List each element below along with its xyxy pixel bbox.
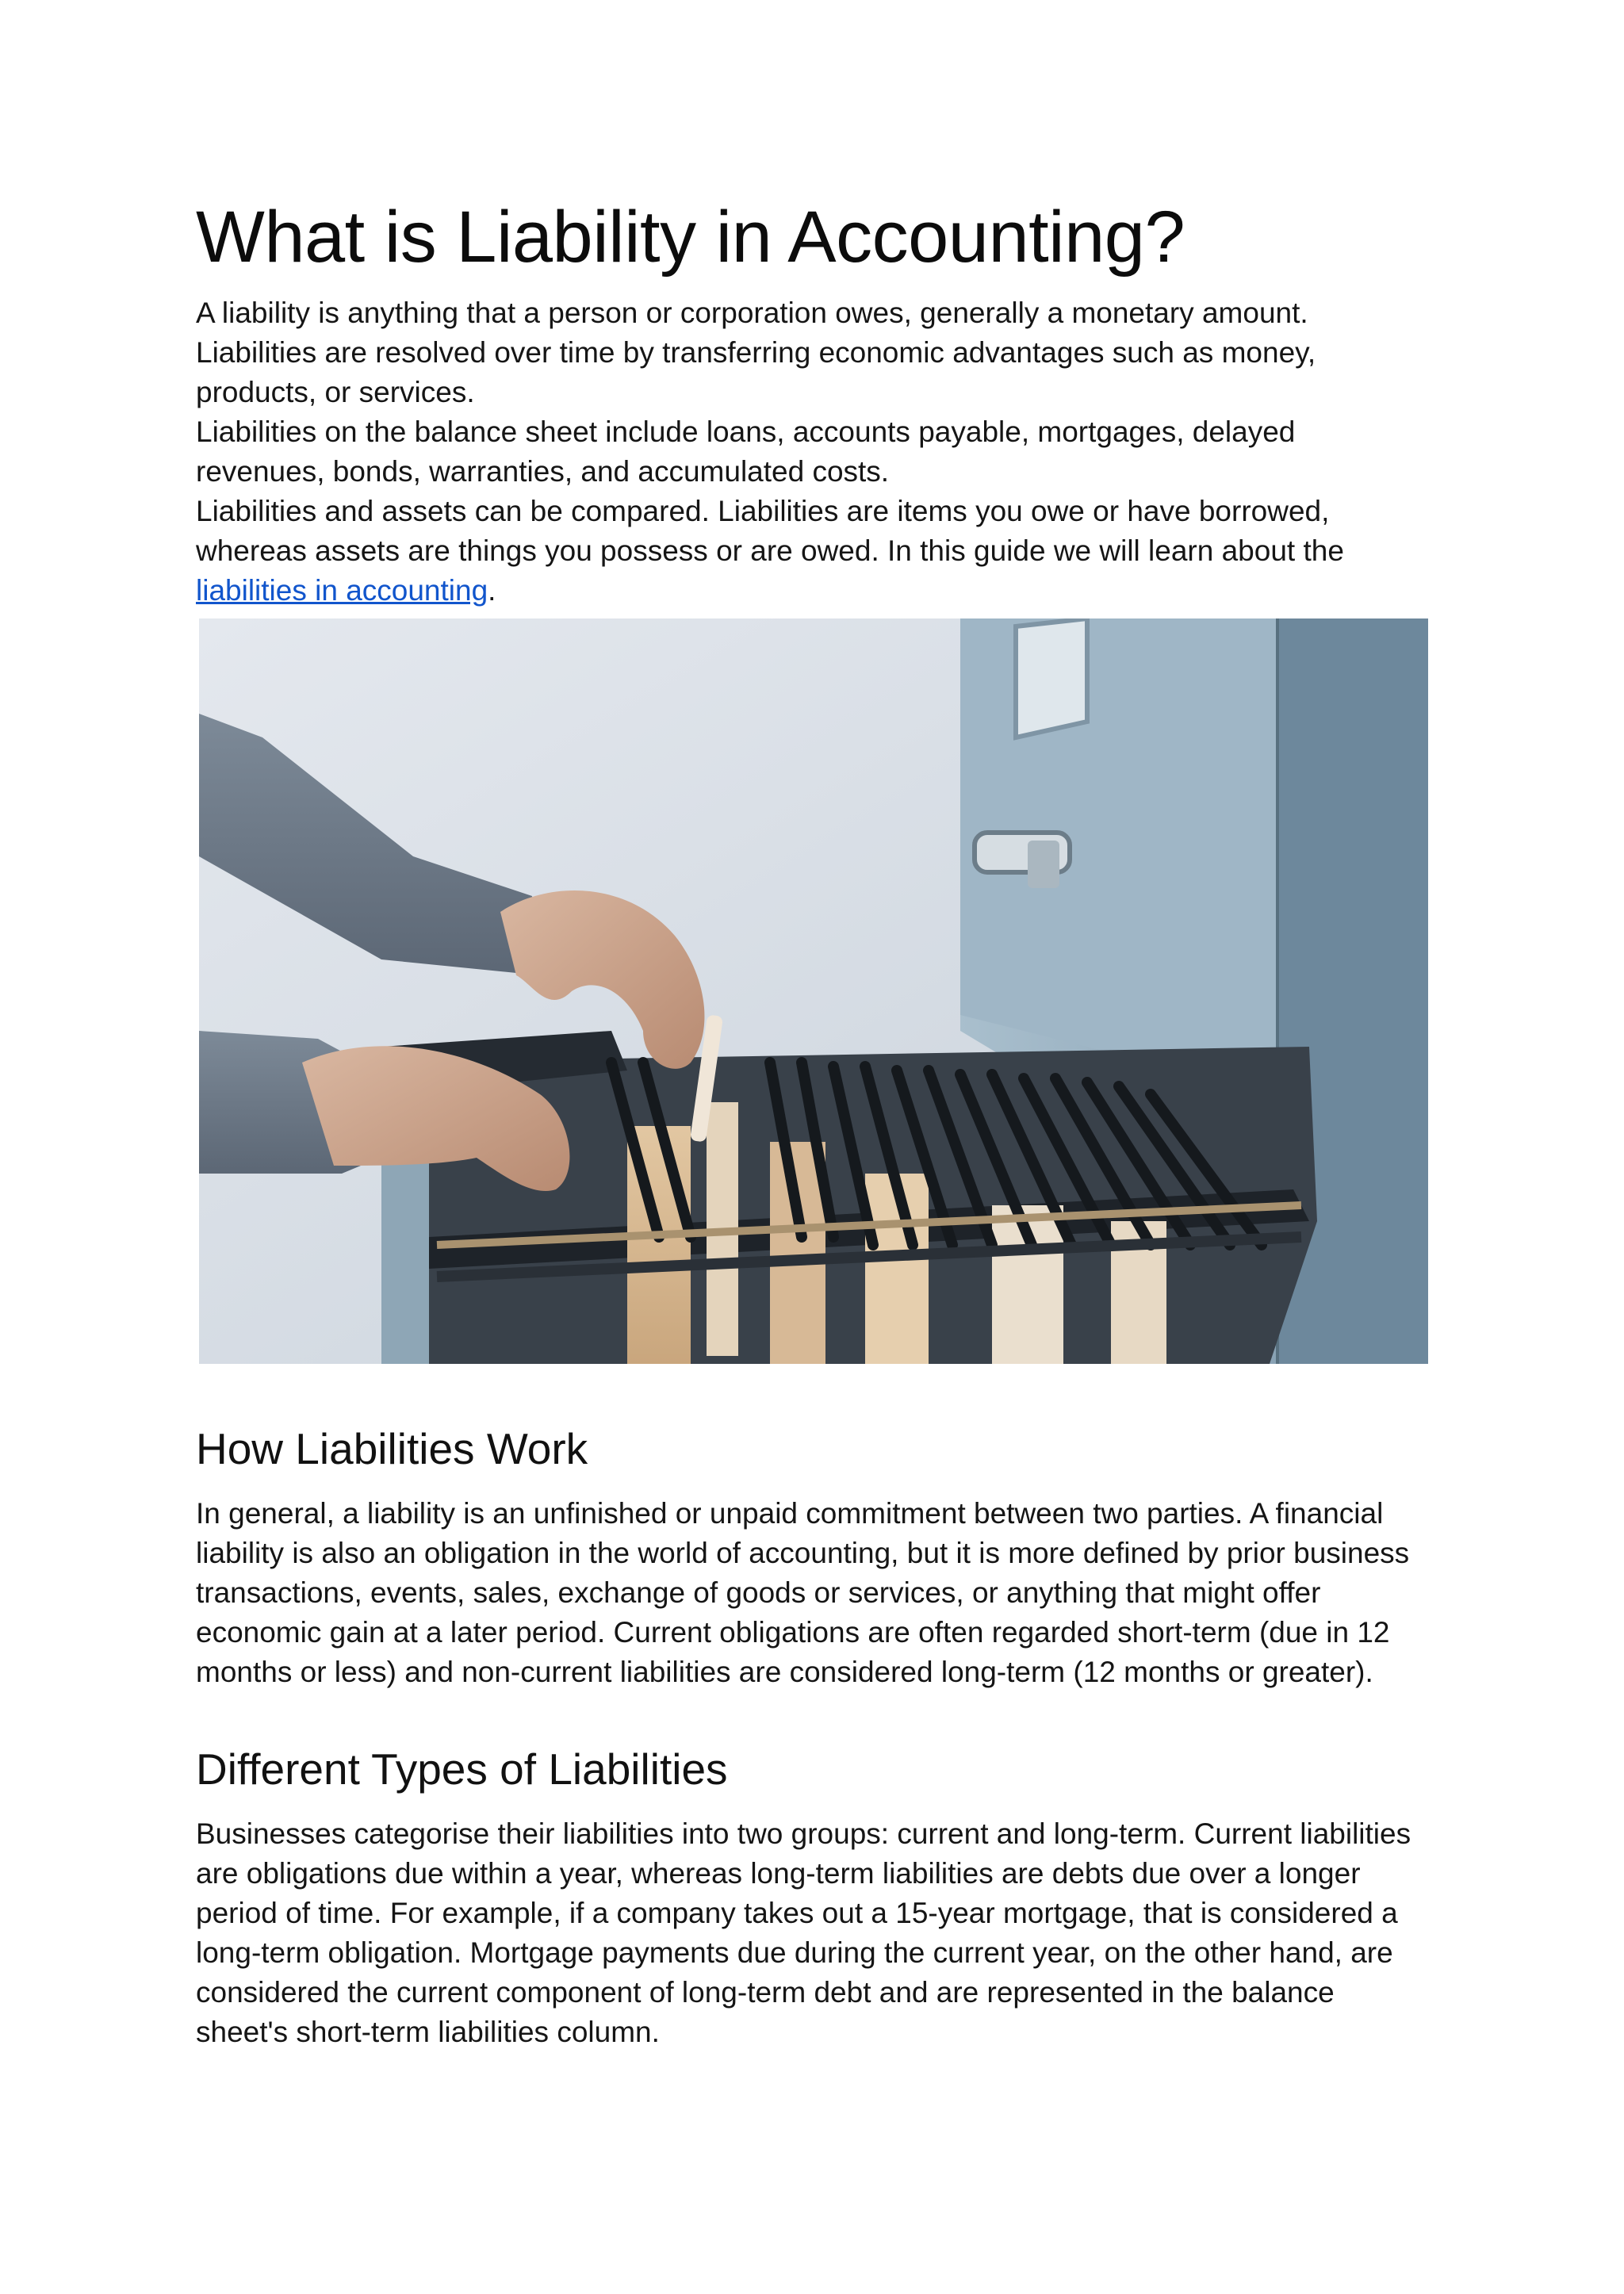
- section-heading-how-liabilities-work: How Liabilities Work: [196, 1424, 588, 1473]
- intro-line-4: Liabilities on the balance sheet include loans, accounts payable, mortgages, delayed: [196, 416, 1296, 448]
- photo-illustration: [199, 618, 1428, 1364]
- intro-line-7: whereas assets are things you possess or are owed. In this guide we will learn about the: [196, 534, 1344, 567]
- intro-line-5: revenues, bonds, warranties, and accumulated costs.: [196, 455, 890, 488]
- intro-line-6: Liabilities and assets can be compared. Liabilities are items you owe or have borrowed,: [196, 495, 1330, 527]
- filing-cabinet-photo: [199, 618, 1428, 1364]
- intro-line-2: Liabilities are resolved over time by transferring economic advantages such as money,: [196, 336, 1316, 369]
- article: [196, 190, 1433, 2052]
- link-period: .: [488, 574, 496, 607]
- liabilities-link[interactable]: liabilities in accounting: [196, 574, 488, 607]
- section-body-how-liabilities-work: In general, a liability is an unfinished or unpaid commitment between two parties. A financial liability is also an obligation in the world of accounting, but it is more defined by prior business transactions, events, sales, exchange of goods or services, or anything that might offer economic gain at a later period. Current obligations are often regarded short-term (due in 12 months or less) and non-current liabilities are considered long-term (12 months or greater).: [196, 1497, 1410, 1688]
- intro-line-3: products, or services.: [196, 376, 475, 408]
- section-heading-types-of-liabilities: Different Types of Liabilities: [196, 1744, 728, 1794]
- section-body-types-of-liabilities: Businesses categorise their liabilities into two groups: current and long-term. Current liabilities are obligations due within a year, whereas long-term liabilities are debts due over a longer period of time. For example, if a company takes out a 15-year mortgage, that is considered a long-term obligation. Mortgage payments due during the current year, on the other hand, are considered the current component of long-term debt and are represented in the balance sheet's short-term liabilities column.: [196, 1817, 1411, 2048]
- drawer: [381, 1031, 1317, 1364]
- intro-paragraph: [196, 293, 1433, 611]
- page-title: What is Liability in Accounting?: [196, 197, 1185, 278]
- intro-line-1: A liability is anything that a person or corporation owes, generally a monetary amount.: [196, 297, 1308, 329]
